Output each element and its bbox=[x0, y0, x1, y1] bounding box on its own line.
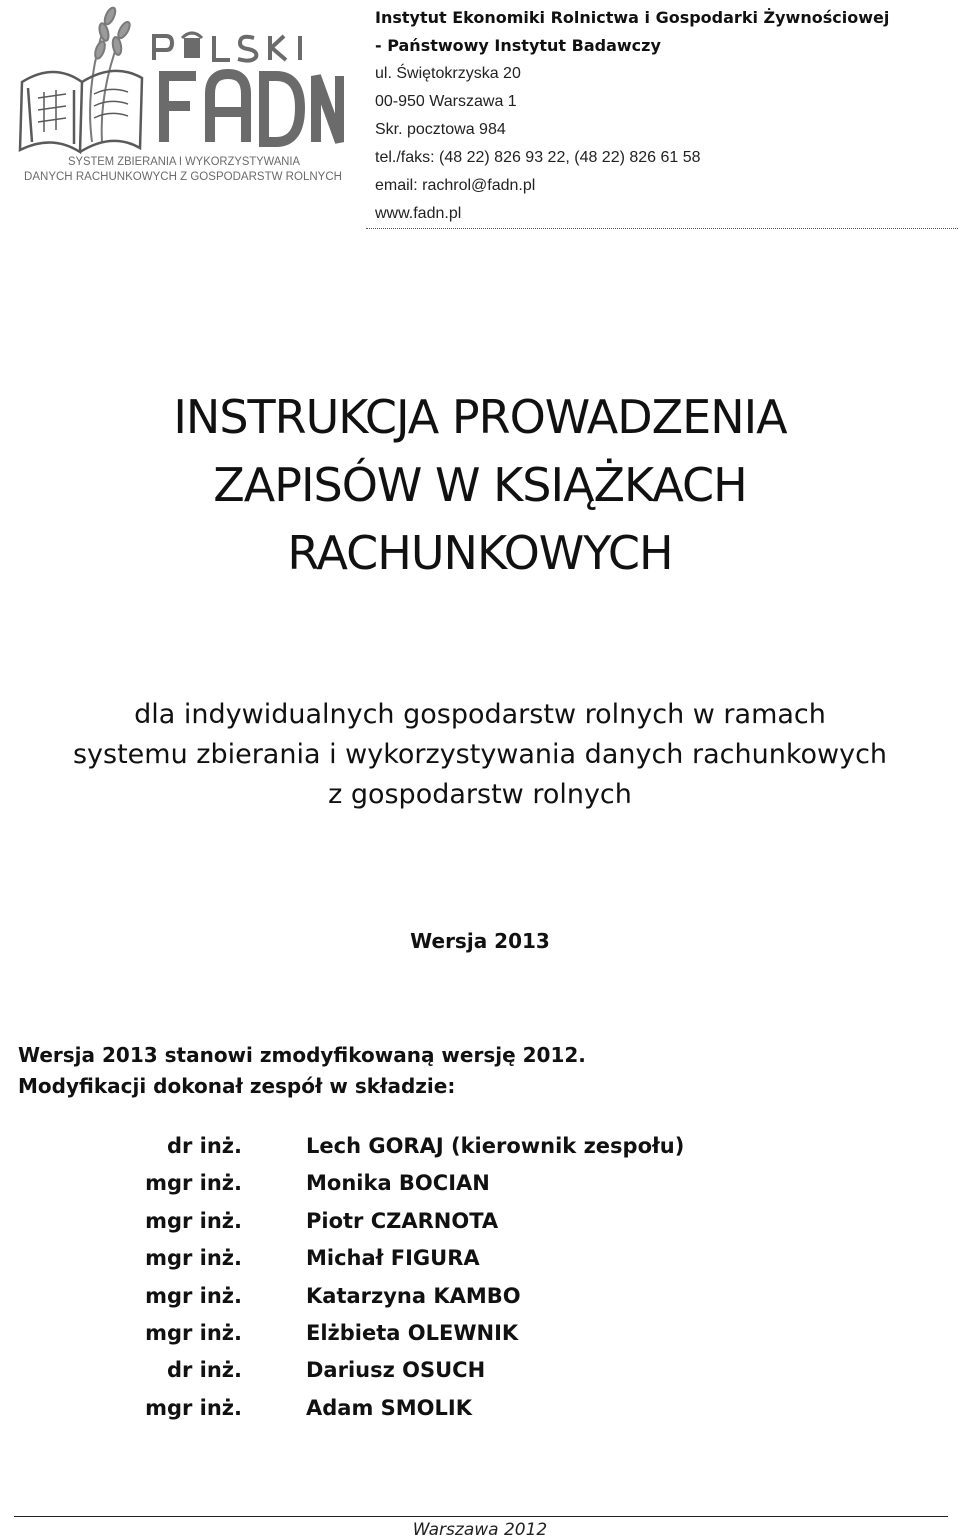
member-title: mgr inż. bbox=[145, 1395, 242, 1420]
title-line-1: INSTRUKCJA PROWADZENIA bbox=[173, 390, 787, 444]
member-name: Lech GORAJ (kierownik zespołu) bbox=[306, 1134, 685, 1158]
member-name: Elżbieta OLEWNIK bbox=[306, 1320, 519, 1345]
member-name: Piotr CZARNOTA bbox=[306, 1208, 499, 1233]
address-postal: 00-950 Warszawa 1 bbox=[375, 93, 517, 110]
list-item bbox=[0, 1165, 960, 1202]
footer-place-year: Warszawa 2012 bbox=[412, 1520, 548, 1540]
member-name: Michał FIGURA bbox=[306, 1246, 480, 1271]
list-item bbox=[0, 1390, 960, 1427]
member-title: mgr inż. bbox=[145, 1246, 242, 1271]
document-subtitle bbox=[0, 695, 960, 815]
subtitle-line-2: systemu zbierania i wykorzystywania danych rachunkowych bbox=[72, 739, 888, 770]
member-title: mgr inż. bbox=[145, 1171, 242, 1196]
list-item bbox=[0, 1203, 960, 1240]
polski-fadn-logo bbox=[14, 2, 344, 192]
header-divider bbox=[366, 228, 958, 229]
list-item bbox=[0, 1128, 960, 1165]
modification-line-2: Modyfikacji dokonał zespół w składzie: bbox=[18, 1074, 456, 1098]
title-line-3: RACHUNKOWYCH bbox=[287, 526, 673, 580]
logo-polski-text bbox=[154, 33, 300, 61]
phone-fax: tel./faks: (48 22) 826 93 22, (48 22) 826 61 58 bbox=[375, 149, 701, 166]
member-title: dr inż. bbox=[166, 1358, 242, 1383]
website: www.fadn.pl bbox=[375, 205, 462, 222]
institute-header bbox=[375, 4, 955, 228]
document-title bbox=[0, 383, 960, 587]
member-name: Monika BOCIAN bbox=[306, 1171, 490, 1196]
subtitle-line-3: z gospodarstw rolnych bbox=[328, 779, 632, 810]
list-item bbox=[0, 1240, 960, 1277]
member-title: mgr inż. bbox=[145, 1208, 242, 1233]
subtitle-line-1: dla indywidualnych gospodarstw rolnych w ramach bbox=[134, 699, 826, 730]
list-item bbox=[0, 1352, 960, 1389]
member-name: Katarzyna KAMBO bbox=[306, 1283, 521, 1308]
member-title: mgr inż. bbox=[145, 1283, 242, 1308]
book-icon bbox=[20, 71, 142, 152]
footer-divider bbox=[14, 1516, 948, 1517]
email: email: rachrol@fadn.pl bbox=[375, 177, 536, 194]
modification-line-1: Wersja 2013 stanowi zmodyfikowaną wersję 2012. bbox=[18, 1043, 586, 1067]
logo-fadn-text bbox=[164, 74, 340, 142]
member-title: mgr inż. bbox=[145, 1320, 242, 1345]
list-item bbox=[0, 1278, 960, 1315]
logo-tagline-1: SYSTEM ZBIERANIA I WYKORZYSTYWANIA bbox=[68, 156, 301, 168]
modification-note bbox=[18, 1040, 938, 1102]
list-item bbox=[0, 1315, 960, 1352]
address-street: ul. Świętokrzyska 20 bbox=[375, 65, 521, 82]
member-name: Adam SMOLIK bbox=[306, 1395, 472, 1420]
logo-tagline-2: DANYCH RACHUNKOWYCH Z GOSPODARSTW ROLNYCH bbox=[24, 171, 342, 183]
institute-name-line2: - Państwowy Instytut Badawczy bbox=[375, 36, 661, 55]
team-members-list bbox=[0, 1128, 960, 1427]
version-label: Wersja 2013 bbox=[410, 929, 550, 953]
member-name: Dariusz OSUCH bbox=[306, 1358, 486, 1383]
member-title: dr inż. bbox=[166, 1134, 242, 1158]
address-po-box: Skr. pocztowa 984 bbox=[375, 121, 506, 138]
title-line-2: ZAPISÓW W KSIĄŻKACH bbox=[213, 458, 747, 512]
institute-name-line1: Instytut Ekonomiki Rolnictwa i Gospodarki Żywnościowej bbox=[375, 8, 890, 27]
